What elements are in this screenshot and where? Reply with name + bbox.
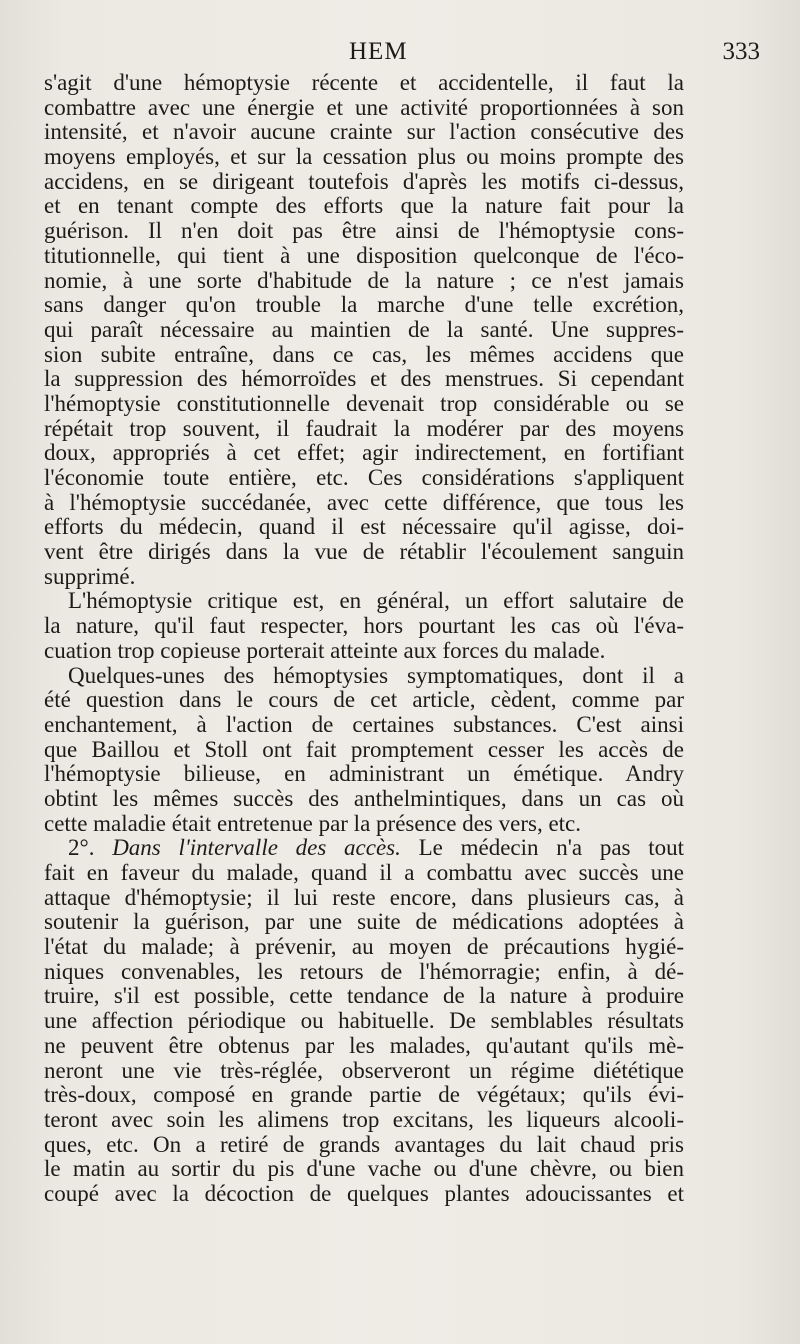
text-line: neront une vie très-réglée, observeront un régime diététique: [44, 1057, 684, 1083]
text-line: titutionnelle, qui tient à une disposition quelconque de l'éco-: [44, 242, 684, 268]
section-heading: Dans l'intervalle des accès.: [112, 835, 401, 861]
text-line: et en tenant compte des efforts que la nature fait pour la: [44, 193, 684, 219]
text-line: combattre avec une énergie et une activité proportionnées à son: [44, 94, 684, 120]
text-line: nomie, à une sorte d'habitude de la nature ; ce n'est jamais: [44, 267, 684, 293]
text-line: vent être dirigés dans la vue de rétablir l'écoulement sanguin: [44, 539, 684, 565]
text-line: coupé avec la décoction de quelques plantes adoucissantes et: [44, 1180, 684, 1206]
text-line: niques convenables, les retours de l'hémorragie; enfin, à dé-: [44, 958, 684, 984]
text-line: que Baillou et Stoll ont fait promptement cesser les accès de: [44, 736, 684, 762]
text-line-section: [44, 836, 684, 861]
text-line: été question dans le cours de cet article, cèdent, comme par: [44, 687, 684, 713]
text-line: moyens employés, et sur la cessation plus ou moins prompte des: [44, 144, 684, 170]
text-line: fait en faveur du malade, quand il a combattu avec succès une: [44, 860, 684, 885]
text-line: l'hémoptysie constitutionnelle devenait trop considérable ou se: [44, 390, 684, 416]
text-line: la nature, qu'il faut respecter, hors pourtant les cas où l'éva-: [44, 613, 684, 639]
text-line: accidens, en se dirigeant toutefois d'après les motifs ci-dessus,: [44, 168, 684, 194]
section-text: Le médecin n'a pas tout: [418, 835, 684, 861]
page-number: 333: [722, 38, 760, 65]
section-number: 2°.: [68, 835, 95, 861]
text-line: qui paraît nécessaire au maintien de la santé. Une suppres-: [44, 316, 684, 342]
text-line: guérison. Il n'en doit pas être ainsi de l'hémoptysie cons-: [44, 218, 684, 244]
text-line: à l'hémoptysie succédanée, avec cette différence, que tous les: [44, 489, 684, 515]
text-line: l'économie toute entière, etc. Ces considérations s'appliquent: [44, 465, 684, 490]
text-line: très-doux, composé en grande partie de végétaux; qu'ils évi-: [44, 1082, 684, 1108]
running-head: [44, 38, 760, 68]
text-line: sans danger qu'on trouble la marche d'une telle excrétion,: [44, 292, 684, 318]
running-head-title: HEM: [349, 38, 408, 65]
text-line: le matin au sortir du pis d'une vache ou d'une chèvre, ou bien: [44, 1156, 684, 1182]
text-line: ne peuvent être obtenus par les malades, qu'autant qu'ils mè-: [44, 1032, 684, 1058]
text-line: supprimé.: [44, 563, 136, 589]
text-line: enchantement, à l'action de certaines substances. C'est ainsi: [44, 711, 684, 737]
text-line: intensité, et n'avoir aucune crainte sur l'action consécutive des: [44, 119, 684, 145]
text-line: L'hémoptysie critique est, en général, un effort salutaire de: [68, 588, 684, 614]
text-line: la suppression des hémorroïdes et des menstrues. Si cependant: [44, 366, 684, 392]
text-line: l'état du malade; à prévenir, au moyen de précautions hygié-: [44, 934, 684, 960]
text-line: obtint les mêmes succès des anthelmintiques, dans un cas où: [44, 785, 684, 811]
text-line: soutenir la guérison, par une suite de médications adoptées à: [44, 909, 684, 935]
text-line: truire, s'il est possible, cette tendance de la nature à produire: [44, 983, 684, 1009]
text-line: Quelques-unes des hémoptysies symptomatiques, dont il a: [68, 662, 684, 688]
text-line: cette maladie était entretenue par la présence des vers, etc.: [44, 810, 582, 836]
text-line: cuation trop copieuse porterait atteinte aux forces du malade.: [44, 637, 606, 663]
text-line: attaque d'hémoptysie; il lui reste encore, dans plusieurs cas, à: [44, 884, 684, 910]
text-line: l'hémoptysie bilieuse, en administrant un émétique. Andry: [44, 761, 684, 787]
text-line: une affection périodique ou habituelle. De semblables résultats: [44, 1008, 684, 1034]
text-line: ques, etc. On a retiré de grands avantages du lait chaud pris: [44, 1131, 684, 1157]
text-line: efforts du médecin, quand il est nécessaire qu'il agisse, doi-: [44, 514, 684, 540]
text-line: répétait trop souvent, il faudrait la modérer par des moyens: [44, 415, 684, 441]
text-line: s'agit d'une hémoptysie récente et accidentelle, il faut la: [44, 70, 684, 95]
text-line: teront avec soin les alimens trop excitans, les liqueurs alcooli-: [44, 1106, 684, 1132]
text-line: doux, appropriés à cet effet; agir indirectement, en fortifiant: [44, 440, 684, 466]
body-text: [44, 71, 684, 1207]
text-line: sion subite entraîne, dans ce cas, les mêmes accidens que: [44, 341, 684, 367]
